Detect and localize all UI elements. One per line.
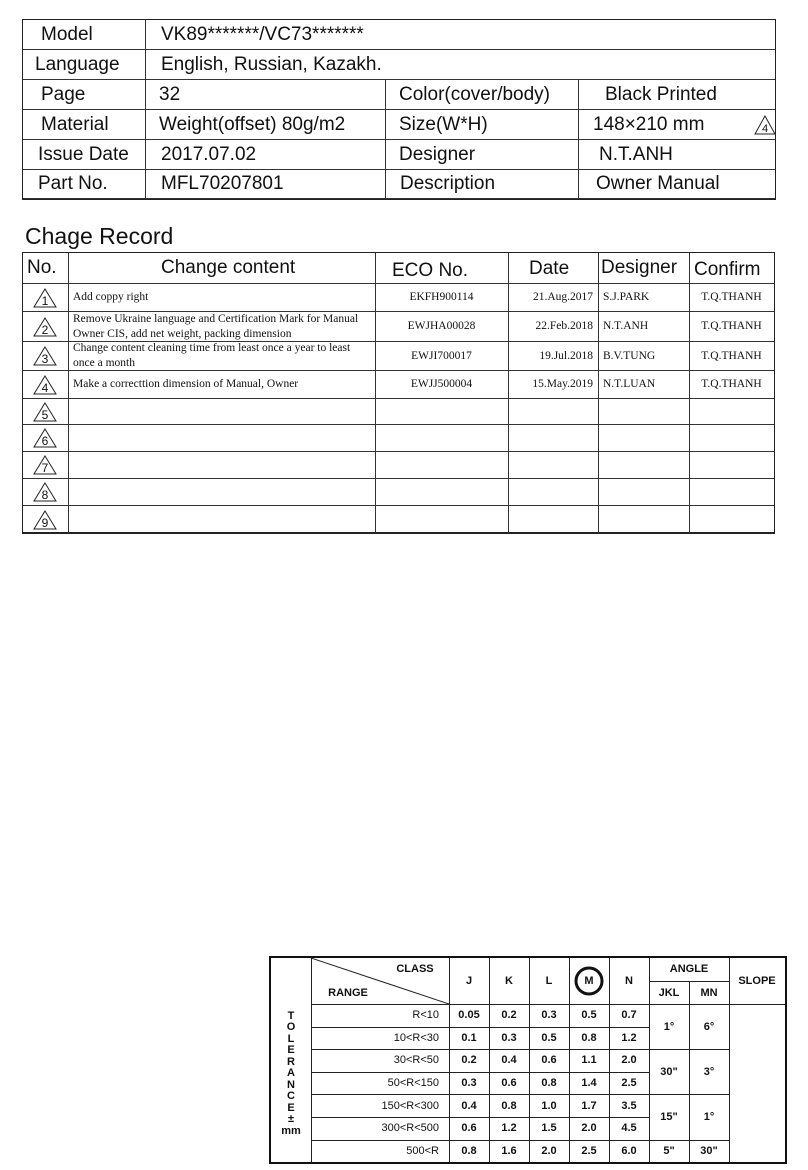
class-header-k: K [505,975,513,987]
col-header-eco: ECO No. [392,260,469,281]
tolerance-value: 1.2 [621,1031,637,1044]
change-eco: EKFH900114 [409,291,474,303]
angle-jkl: 1° [663,1020,675,1033]
range-cell: 300<R<500 [381,1122,439,1135]
color-value: Black Printed [605,83,717,105]
angle-mn: 3° [703,1065,715,1078]
change-row [23,311,774,341]
change-row [23,424,774,451]
revision-triangle-icon [33,375,57,395]
side-unit: mm [281,1124,301,1137]
change-row [23,370,774,398]
tolerance-value: 0.5 [581,1009,597,1022]
change-row-no: 5 [41,407,49,422]
info-row-issue [23,140,775,170]
change-row-no: 8 [41,488,49,502]
side-letter: O [286,1021,296,1034]
info-row-page [23,80,775,110]
info-row-language [23,50,775,80]
change-row-no: 4 [41,380,49,395]
tol-line [311,1004,649,1005]
revision-triangle-icon [33,482,57,502]
tolerance-value: 2.5 [581,1144,597,1157]
side-letter: E [287,1101,295,1114]
tol-line [311,1049,649,1050]
change-designer: B.V.TUNG [603,349,656,362]
change-divider [508,253,509,533]
tolerance-value: 0.2 [501,1009,517,1022]
change-row-no: 2 [41,322,49,337]
change-row-no: 1 [41,293,49,308]
tolerance-side-label [271,984,311,1164]
tol-line [311,1140,649,1141]
class-header-j: J [465,975,473,987]
side-letter: C [287,1090,295,1103]
description-value: Owner Manual [596,173,720,194]
issue-date-label: Issue Date [38,143,129,165]
class-header-l: L [545,975,553,987]
issue-date-value: 2017.07.02 [161,143,257,165]
side-letter: E [287,1044,295,1057]
tol-line [649,981,729,982]
change-row-no: 3 [41,352,49,366]
change-designer: N.T.LUAN [603,378,656,390]
side-letter: R [287,1055,295,1068]
change-content: Make a correcttion dimension of Manual, Owner [73,378,299,390]
slope-label: SLOPE [738,975,776,987]
change-record-table [22,252,775,534]
range-cell: 150<R<300 [381,1099,439,1112]
designer-value: N.T.ANH [599,143,673,165]
change-date: 22.Feb.2018 [535,320,593,332]
change-content: Change content cleaning time from least once a year to least once a month [73,342,351,369]
change-eco: EWJHA00028 [407,320,476,332]
change-row-no: 7 [41,461,49,475]
tolerance-value: 0.6 [461,1122,477,1135]
tolerance-value: 2.5 [621,1077,637,1090]
revision-triangle-icon [33,346,57,366]
change-date: 19.Jul.2018 [539,349,593,362]
change-row-no: 9 [41,515,49,530]
tolerance-value: 0.4 [461,1099,477,1112]
designer-label: Designer [399,143,476,165]
jkl-label: JKL [658,987,680,999]
tol-line [729,1004,785,1005]
side-letter: N [287,1078,295,1091]
tol-line [311,1072,649,1073]
side-letter: ± [287,1113,295,1126]
tol-line [529,958,530,1162]
side-letter: L [287,1032,295,1045]
class-label: CLASS [396,963,434,975]
tolerance-value: 6.0 [621,1144,637,1157]
tol-line [311,1117,649,1118]
class-header-n: N [625,975,633,987]
revision-triangle-icon [33,317,57,337]
range-cell: 30<R<50 [393,1054,439,1067]
part-no-value: MFL70207801 [161,173,284,194]
info-row-material [23,110,775,140]
tolerance-value: 1.7 [581,1099,597,1112]
angle-mn: 30" [700,1144,718,1157]
change-eco: EWJJ500004 [410,378,473,390]
change-record-title: Chage Record [25,223,174,249]
change-designer: S.J.PARK [603,291,650,303]
change-confirm: T.Q.THANH [701,291,762,303]
angle-jkl: 15" [660,1110,678,1123]
col-header-content: Change content [161,257,296,278]
tolerance-value: 0.3 [541,1009,557,1022]
color-label: Color(cover/body) [399,83,550,105]
change-divider [689,253,690,533]
revision-triangle-icon [33,288,57,308]
tolerance-value: 3.5 [621,1099,637,1112]
description-label: Description [400,173,496,194]
angle-jkl: 30" [660,1065,678,1078]
tolerance-value: 1.4 [581,1077,597,1090]
tolerance-value: 0.1 [461,1031,477,1044]
tolerance-value: 1.0 [541,1099,557,1112]
page-value: 32 [159,83,181,105]
change-designer: N.T.ANH [603,320,649,332]
info-row-model [23,20,775,50]
tolerance-value: 2.0 [541,1144,557,1157]
class-header-m-text: M [584,975,594,987]
tolerance-value: 1.5 [541,1122,557,1135]
info-divider [578,80,579,199]
tol-line [311,1027,649,1028]
tolerance-value: 0.3 [461,1077,477,1090]
mn-label: MN [700,987,718,999]
change-content: Add coppy right [73,291,149,303]
tol-line [449,958,450,1162]
col-header-date: Date [529,258,570,279]
revision-triangle-icon [33,455,57,475]
change-row-no: 6 [41,434,49,448]
tolerance-value: 2.0 [581,1122,597,1135]
spec-info-table [22,19,776,200]
tol-line [489,958,490,1162]
revision-triangle-icon [33,402,57,422]
size-revision: 4 [761,122,769,135]
change-divider [598,253,599,533]
angle-jkl: 5" [663,1144,675,1157]
material-value: Weight(offset) 80g/m2 [159,113,346,135]
info-divider [145,20,146,199]
change-row [23,283,774,311]
tolerance-value: 0.8 [581,1031,597,1044]
angle-label: ANGLE [669,963,709,975]
part-no-label: Part No. [38,173,108,194]
tolerance-table [269,956,787,1164]
change-date: 15.May.2019 [532,378,593,390]
change-confirm: T.Q.THANH [701,378,762,390]
side-letter: T [287,1009,295,1022]
tolerance-value: 0.05 [458,1009,480,1022]
language-value: English, Russian, Kazakh. [161,53,382,75]
size-value: 148×210 mm [593,113,705,135]
model-value: VK89*******/VC73******* [161,23,364,45]
language-label: Language [35,53,120,75]
tolerance-value: 0.2 [461,1054,477,1067]
change-confirm: T.Q.THANH [701,320,762,332]
change-row [23,451,774,478]
change-date: 21.Aug.2017 [532,291,593,303]
tol-line [569,958,570,1162]
tol-line [609,958,610,1162]
tolerance-value: 0.4 [501,1054,517,1067]
tolerance-value: 2.0 [621,1054,637,1067]
revision-triangle-icon [754,110,776,139]
tol-line [649,958,650,1162]
change-row [23,398,774,424]
change-eco: EWJI700017 [411,349,472,362]
range-label: RANGE [328,987,368,999]
page-label: Page [41,83,86,105]
tolerance-value: 0.8 [541,1077,557,1090]
info-row-part [23,170,775,199]
change-confirm: T.Q.THANH [701,349,762,362]
col-header-confirm: Confirm [694,259,761,280]
tol-line [311,958,312,1162]
tolerance-value: 0.7 [621,1009,637,1022]
angle-mn: 6° [703,1020,715,1033]
tolerance-value: 0.8 [501,1099,517,1112]
range-cell: R<10 [412,1009,439,1022]
change-row [23,341,774,370]
size-label: Size(W*H) [399,113,488,135]
tol-line [729,958,730,1162]
tolerance-value: 1.6 [501,1144,517,1157]
side-letter: A [287,1067,295,1080]
range-cell: 10<R<30 [393,1031,439,1044]
model-label: Model [41,23,93,45]
angle-mn: 1° [703,1110,715,1123]
tolerance-value: 0.3 [501,1031,517,1044]
col-header-designer: Designer [601,257,678,278]
range-cell: 50<R<150 [387,1077,439,1090]
change-row [23,478,774,505]
tolerance-value: 1.1 [581,1054,597,1067]
change-content: Remove Ukraine language and Certification Mark for Manual Owner CIS, add net weight, packing dimension [73,312,359,340]
revision-triangle-icon [33,428,57,448]
tolerance-value: 1.2 [501,1122,517,1135]
tolerance-value: 4.5 [621,1122,637,1135]
tol-line [689,981,690,1162]
col-header-no: No. [27,257,57,278]
change-row [23,505,774,533]
tolerance-value: 0.8 [461,1144,477,1157]
tolerance-value: 0.6 [501,1077,517,1090]
revision-triangle-icon [33,510,57,530]
info-divider [385,80,386,199]
range-cell: 500<R [406,1144,439,1157]
material-label: Material [41,113,109,135]
class-header-m [569,958,609,1004]
tol-line [311,1094,649,1095]
tolerance-value: 0.6 [541,1054,557,1067]
change-divider [68,253,69,533]
change-divider [375,253,376,533]
tolerance-value: 0.5 [541,1031,557,1044]
